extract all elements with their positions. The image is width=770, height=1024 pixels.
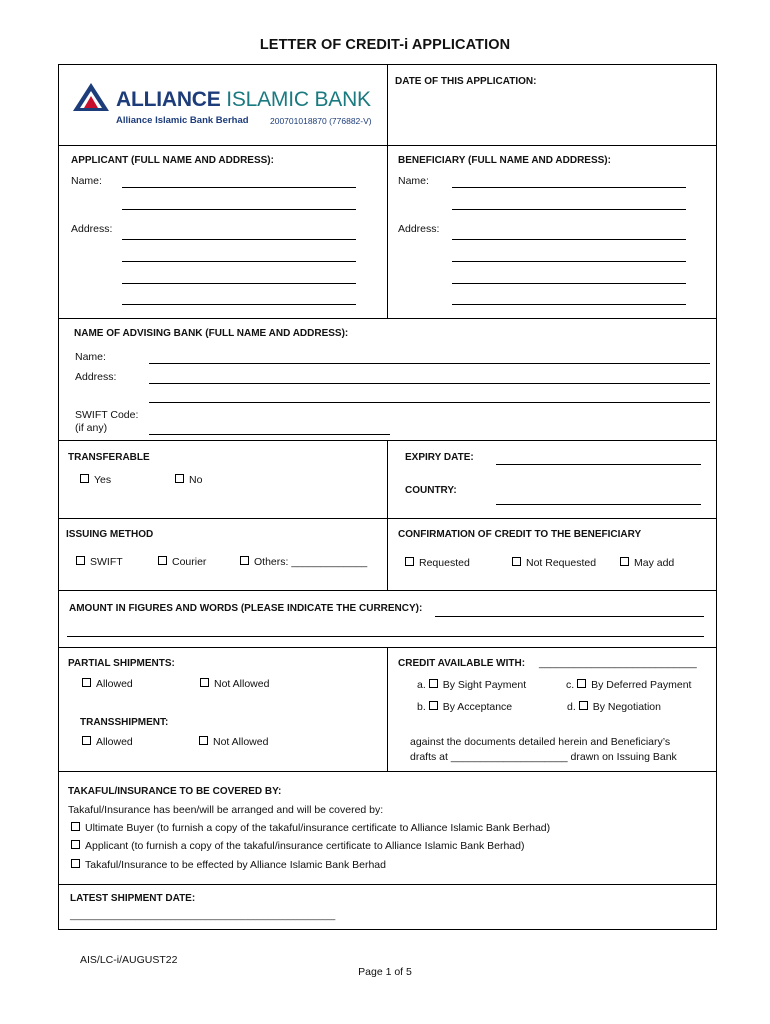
checkbox[interactable] <box>71 822 80 831</box>
checkbox[interactable] <box>429 701 438 710</box>
takaful-applicant-option[interactable]: Applicant (to furnish a copy of the takaful/insurance certificate to Alliance Islamic Bank Berhad) <box>71 840 524 852</box>
checkbox[interactable] <box>76 556 85 565</box>
beneficiary-heading: BENEFICIARY (FULL NAME AND ADDRESS): <box>398 155 611 166</box>
checkbox[interactable] <box>405 557 414 566</box>
checkbox[interactable] <box>175 474 184 483</box>
credit-available-field[interactable]: ___________________________ <box>539 657 697 669</box>
credit-negotiation-option[interactable]: d. By Negotiation <box>567 701 661 713</box>
amount-field-line2[interactable] <box>67 636 704 637</box>
advising-bank-name-label: Name: <box>75 351 106 363</box>
transferable-yes-option[interactable]: Yes <box>80 474 111 486</box>
takaful-ultimate-buyer-option[interactable]: Ultimate Buyer (to furnish a copy of the takaful/insurance certificate to Alliance Islamic Bank Berhad) <box>71 822 550 834</box>
advising-bank-address-label: Address: <box>75 371 117 383</box>
page-number: Page 1 of 5 <box>358 966 412 978</box>
form-title: LETTER OF CREDIT-i APPLICATION <box>259 37 511 53</box>
column-divider <box>387 440 388 590</box>
confirmation-requested-option[interactable]: Requested <box>405 557 470 569</box>
partial-not-allowed-option[interactable]: Not Allowed <box>200 678 269 690</box>
bank-legal-name: Alliance Islamic Bank Berhad <box>116 115 249 126</box>
checkbox[interactable] <box>620 557 629 566</box>
checkbox[interactable] <box>158 556 167 565</box>
partial-allowed-option[interactable]: Allowed <box>82 678 133 690</box>
credit-sight-payment-option[interactable]: a. By Sight Payment <box>417 679 527 691</box>
takaful-intro: Takaful/Insurance has been/will be arranged and will be covered by: <box>68 804 384 816</box>
checkbox[interactable] <box>71 859 80 868</box>
transshipment-not-allowed-option[interactable]: Not Allowed <box>199 736 268 748</box>
credit-available-heading: CREDIT AVAILABLE WITH: <box>398 658 526 669</box>
confirmation-heading: CONFIRMATION OF CREDIT TO THE BENEFICIARY <box>398 529 642 540</box>
country-label: COUNTRY: <box>405 485 457 496</box>
divider <box>58 318 717 319</box>
swift-code-label-note: (if any) <box>75 422 108 434</box>
against-documents-text: against the documents detailed herein and Beneficiary’s <box>410 736 671 748</box>
beneficiary-address-label: Address: <box>398 223 440 235</box>
checkbox[interactable] <box>71 840 80 849</box>
confirmation-not-requested-option[interactable]: Not Requested <box>512 557 596 569</box>
country-field[interactable] <box>496 504 701 505</box>
amount-field[interactable] <box>435 616 704 617</box>
checkbox[interactable] <box>429 679 438 688</box>
checkbox[interactable] <box>82 736 91 745</box>
date-of-application-field[interactable] <box>390 92 712 142</box>
takaful-heading: TAKAFUL/INSURANCE TO BE COVERED BY: <box>68 786 282 797</box>
column-divider <box>387 647 388 771</box>
partial-shipments-heading: PARTIAL SHIPMENTS: <box>68 658 175 669</box>
swift-code-field[interactable] <box>149 434 390 435</box>
applicant-address-field-line2[interactable] <box>122 261 356 262</box>
beneficiary-address-field[interactable] <box>452 239 686 240</box>
advising-bank-address-field[interactable] <box>149 383 710 384</box>
amount-heading: AMOUNT IN FIGURES AND WORDS (PLEASE INDICATE THE CURRENCY): <box>69 603 423 614</box>
date-of-application-label: DATE OF THIS APPLICATION: <box>395 76 537 87</box>
applicant-heading: APPLICANT (FULL NAME AND ADDRESS): <box>71 155 274 166</box>
beneficiary-name-field-line2[interactable] <box>452 209 686 210</box>
advising-bank-name-field[interactable] <box>149 363 710 364</box>
form-code: AIS/LC-i/AUGUST22 <box>80 954 178 966</box>
column-divider <box>387 64 388 318</box>
confirmation-may-add-option[interactable]: May add <box>620 557 674 569</box>
applicant-address-label: Address: <box>71 223 113 235</box>
applicant-name-field[interactable] <box>122 187 356 188</box>
bank-logo-icon <box>72 82 110 115</box>
checkbox[interactable] <box>577 679 586 688</box>
bank-registration-number: 200701018870 (776882-V) <box>270 116 372 126</box>
transshipment-heading: TRANSSHIPMENT: <box>80 717 169 728</box>
beneficiary-address-field-line2[interactable] <box>452 261 686 262</box>
issuing-courier-option[interactable]: Courier <box>158 556 206 568</box>
beneficiary-name-label: Name: <box>398 175 429 187</box>
applicant-address-field-line3[interactable] <box>122 283 356 284</box>
issuing-others-option[interactable]: Others: _____________ <box>240 556 367 568</box>
credit-acceptance-option[interactable]: b. By Acceptance <box>417 701 513 713</box>
transferable-heading: TRANSFERABLE <box>68 452 150 463</box>
checkbox[interactable] <box>200 678 209 687</box>
beneficiary-name-field[interactable] <box>452 187 686 188</box>
beneficiary-address-field-line3[interactable] <box>452 283 686 284</box>
applicant-address-field-line4[interactable] <box>122 304 356 305</box>
applicant-name-field-line2[interactable] <box>122 209 356 210</box>
expiry-date-label: EXPIRY DATE: <box>405 452 474 463</box>
latest-shipment-heading: LATEST SHIPMENT DATE: <box>70 893 196 904</box>
applicant-name-label: Name: <box>71 175 102 187</box>
transshipment-allowed-option[interactable]: Allowed <box>82 736 133 748</box>
checkbox[interactable] <box>240 556 249 565</box>
beneficiary-address-field-line4[interactable] <box>452 304 686 305</box>
takaful-bank-option[interactable]: Takaful/Insurance to be effected by Alliance Islamic Bank Berhad <box>71 859 386 871</box>
advising-bank-address-field-line2[interactable] <box>149 402 710 403</box>
divider <box>58 884 717 885</box>
divider <box>58 590 717 591</box>
issuing-swift-option[interactable]: SWIFT <box>76 556 123 568</box>
credit-deferred-payment-option[interactable]: c. By Deferred Payment <box>566 679 692 691</box>
checkbox[interactable] <box>512 557 521 566</box>
advising-bank-heading: NAME OF ADVISING BANK (FULL NAME AND ADDRESS): <box>74 328 349 339</box>
issuing-method-heading: ISSUING METHOD <box>66 529 154 540</box>
transferable-no-option[interactable]: No <box>175 474 202 486</box>
checkbox[interactable] <box>80 474 89 483</box>
checkbox[interactable] <box>579 701 588 710</box>
swift-code-label: SWIFT Code: <box>75 409 139 421</box>
applicant-address-field[interactable] <box>122 239 356 240</box>
checkbox[interactable] <box>82 678 91 687</box>
drafts-at-text: drafts at ____________________ drawn on Issuing Bank <box>410 751 677 763</box>
divider <box>58 771 717 772</box>
bank-logo-name: ALLIANCE ISLAMIC BANK <box>116 88 371 111</box>
checkbox[interactable] <box>199 736 208 745</box>
expiry-date-field[interactable] <box>496 464 701 465</box>
latest-shipment-field[interactable]: _____________________________________________________ <box>70 910 336 920</box>
